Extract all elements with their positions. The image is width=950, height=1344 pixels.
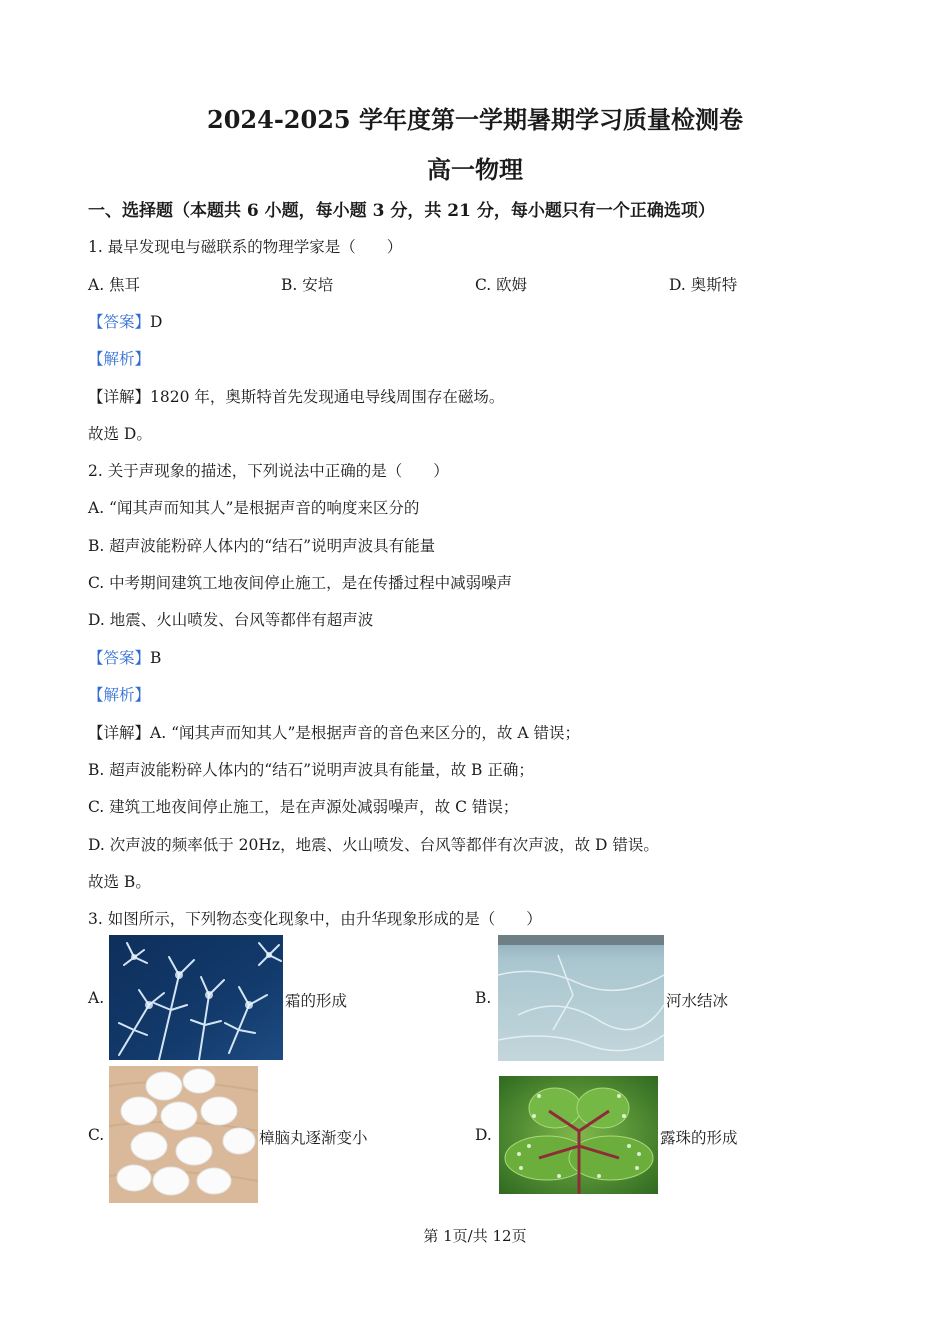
q1-stem: 1. 最早发现电与磁联系的物理学家是（ ）: [88, 238, 403, 256]
q3-option-d-letter: D.: [475, 1126, 492, 1144]
answer-value: D: [150, 313, 163, 331]
q2-answer: [88, 646, 161, 668]
q2-detail-b: B. 超声波能粉碎人体内的“结石”说明声波具有能量，故 B 正确；: [88, 761, 534, 779]
q1-answer: [88, 310, 162, 332]
q2-stem: 2. 关于声现象的描述，下列说法中正确的是（ ）: [88, 462, 449, 480]
q2-detail-d: D. 次声波的频率低于 20Hz，地震、火山喷发、台风等都伴有次声波，故 D 错误。: [88, 836, 659, 854]
page-title: 2024-2025 学年度第一学期暑期学习质量检测卷: [207, 105, 743, 134]
q2-option-d: D. 地震、火山喷发、台风等都伴有超声波: [88, 611, 374, 629]
q1-option-d: D. 奥斯特: [669, 276, 738, 294]
river-ice-image: [498, 935, 664, 1061]
detail-text: A. “闻其声而知其人”是根据声音的音色来区分的，故 A 错误；: [150, 724, 580, 742]
frost-image: [109, 935, 283, 1060]
q3-option-c-letter: C.: [88, 1126, 105, 1144]
answer-tag: 【答案】: [88, 649, 151, 667]
detail-tag: 【详解】: [88, 388, 151, 406]
page-footer: 第 1页/共 12页: [423, 1227, 527, 1245]
q3-option-c-caption: 樟脑丸逐渐变小: [259, 1129, 368, 1147]
q2-detail-c: C. 建筑工地夜间停止施工，是在声源处减弱噪声，故 C 错误；: [88, 798, 519, 816]
q2-analysis-tag: 【解析】: [88, 686, 151, 704]
section-heading: 一、选择题（本题共 6 小题，每小题 3 分，共 21 分，每小题只有一个正确选项）: [88, 201, 715, 221]
page-subtitle: 高一物理: [427, 155, 523, 184]
q3-option-b-caption: 河水结冰: [666, 992, 729, 1010]
detail-tag: 【详解】: [88, 724, 151, 742]
q1-detail: [88, 385, 504, 407]
q2-option-c: C. 中考期间建筑工地夜间停止施工，是在传播过程中减弱噪声: [88, 574, 513, 592]
q2-option-b: B. 超声波能粉碎人体内的“结石”说明声波具有能量: [88, 537, 436, 555]
q1-analysis-tag: 【解析】: [88, 350, 151, 368]
q3-stem: 3. 如图所示，下列物态变化现象中，由升华现象形成的是（ ）: [88, 910, 542, 928]
q3-option-a-caption: 霜的形成: [285, 992, 348, 1010]
q1-conclusion: 故选 D。: [88, 425, 152, 443]
q3-option-d-caption: 露珠的形成: [660, 1129, 738, 1147]
q3-option-a-letter: A.: [88, 989, 105, 1007]
q2-conclusion: 故选 B。: [88, 873, 151, 891]
camphor-balls-image: [109, 1066, 258, 1203]
answer-value: B: [150, 649, 162, 667]
answer-tag: 【答案】: [88, 313, 151, 331]
q2-option-a: A. “闻其声而知其人”是根据声音的响度来区分的: [88, 499, 420, 517]
q1-option-b: B. 安培: [281, 276, 334, 294]
q1-option-a: A. 焦耳: [88, 276, 141, 294]
q3-option-b-letter: B.: [475, 989, 492, 1007]
detail-text: 1820 年，奥斯特首先发现通电导线周围存在磁场。: [150, 388, 505, 406]
q1-option-c: C. 欧姆: [475, 276, 528, 294]
q2-detail-a: [88, 721, 580, 743]
dew-leaf-image: [499, 1076, 658, 1194]
